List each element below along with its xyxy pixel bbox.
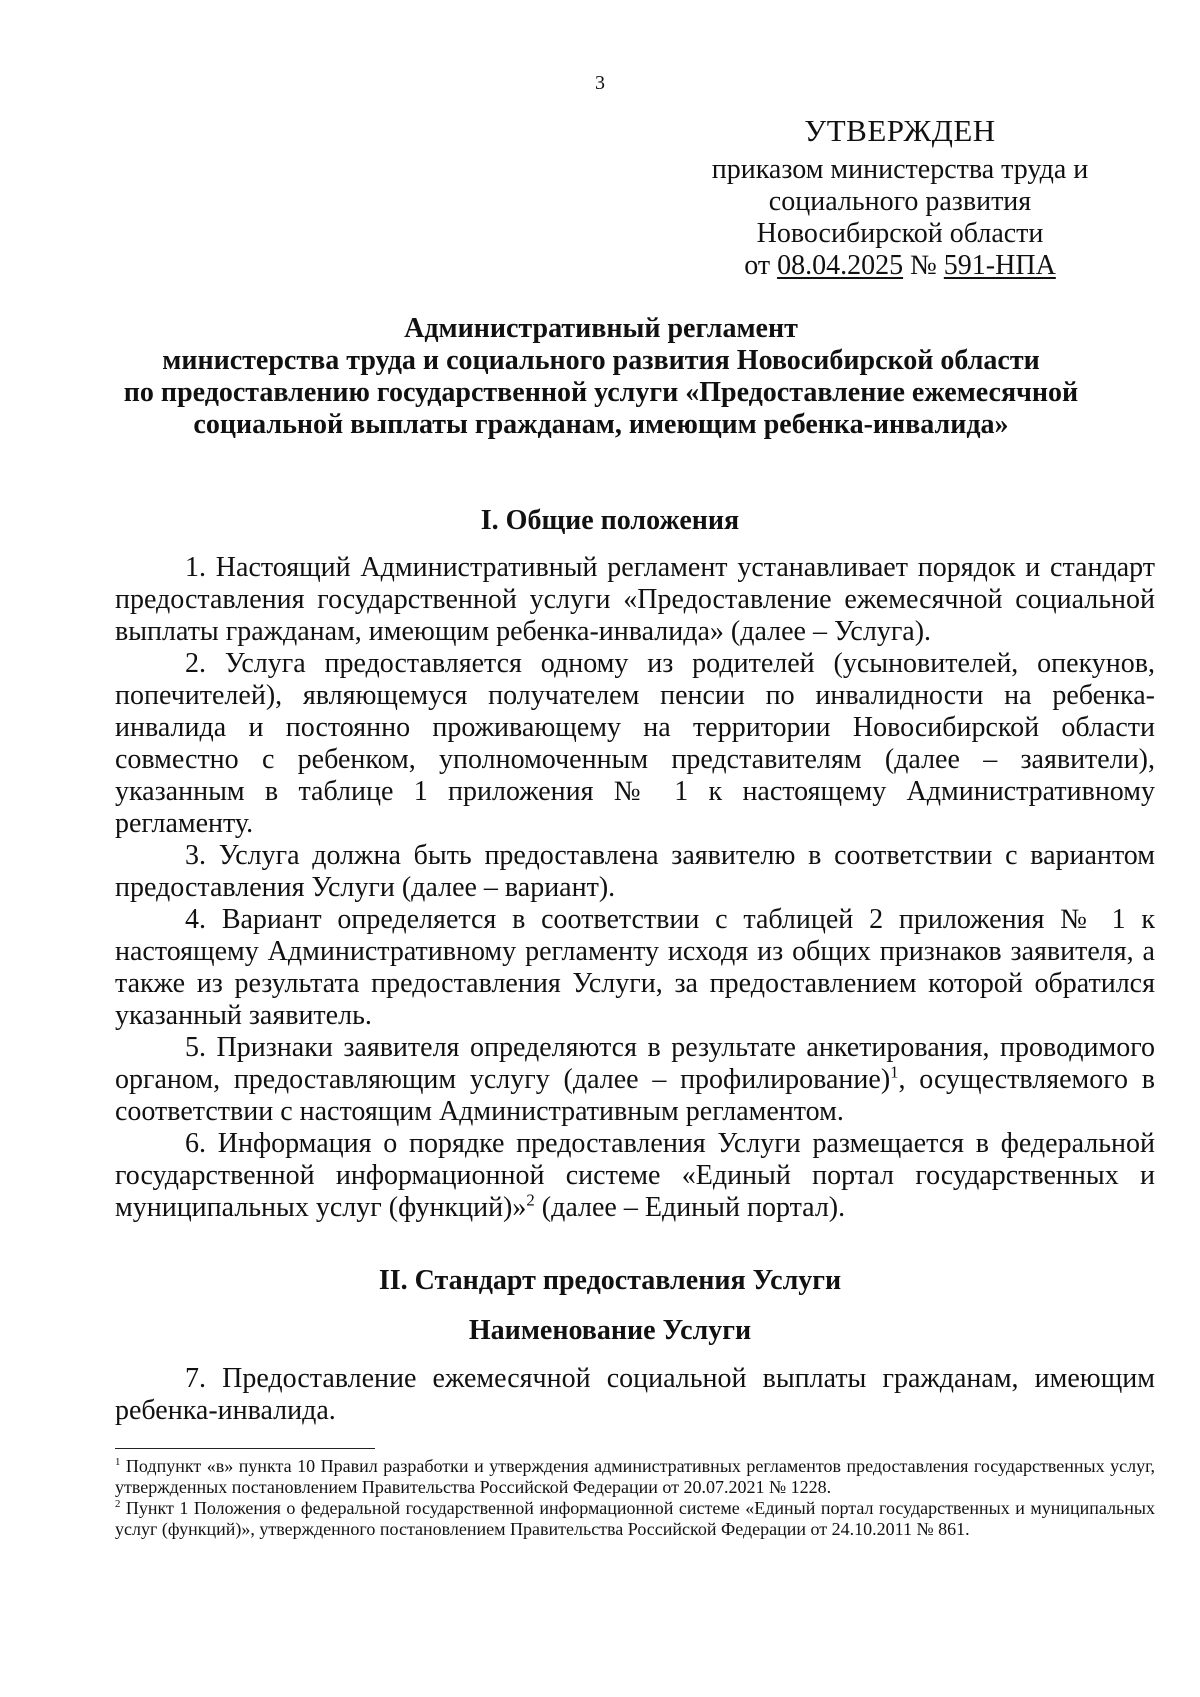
- approval-block: [690, 112, 1110, 282]
- footnote-divider: [115, 1448, 375, 1449]
- title-line-3: по предоставлению государственной услуги «Предоставление ежемесячной: [123, 377, 1079, 408]
- footnote-2: [115, 1498, 1155, 1540]
- paragraph-6: [115, 1128, 1155, 1224]
- footnote-ref-2: 2: [526, 1190, 535, 1210]
- paragraph-5-text: 5. Признаки заявителя определяются в результате анкетирования, проводимого органом, предоставляющим услугу (далее – профилирование): [115, 1032, 1155, 1095]
- title-line-1: Административный регламент: [404, 313, 798, 344]
- order-number: 591-НПА: [943, 250, 1056, 281]
- approval-line-3: Новосибирской области: [756, 218, 1044, 249]
- footnote-mark-2: 2: [115, 1498, 121, 1510]
- footnote-2-text: Пункт 1 Положения о федеральной государственной информационной системе «Единый портал государственных и муниципальных услуг (функций)», утвержденного постановлением Правительства Российской Федерации от 24.10.2011 № 861.: [115, 1498, 1155, 1539]
- paragraph-6-text: 6. Информация о порядке предоставления Услуги размещается в федеральной государственной информационной системе «Единый портал государственных и муниципальных услуг (функций)»: [115, 1128, 1155, 1223]
- section-2-heading: II. Стандарт предоставления Услуги: [378, 1265, 842, 1296]
- paragraph-5-tail: , осуществляемого в соответствии с настоящим Административным регламентом.: [115, 1064, 1155, 1127]
- footnote-1-text: Подпункт «в» пункта 10 Правил разработки и утверждения административных регламентов предоставления государственных услуг, утвержденных постановлением Правительства Российской Федерации от 20.07.2021 № 1228.: [115, 1456, 1155, 1497]
- paragraph-5: [115, 1032, 1155, 1128]
- paragraph-2: 2. Услуга предоставляется одному из родителей (усыновителей, опекунов, попечителей), являющемуся получателем пенсии по инвалидности на ребенка-инвалида и постоянно проживающему на территории Новосибирской области совместно с ребенком, уполномоченным представителям (далее – заявители), указанным в таблице 1 приложения № 1 к настоящему Административному регламенту.: [115, 648, 1155, 839]
- footnote-mark-1: 1: [115, 1456, 121, 1468]
- service-name-heading: Наименование Услуги: [468, 1315, 752, 1346]
- date-prefix: от: [744, 250, 778, 281]
- footnote-ref-1: 1: [890, 1062, 899, 1082]
- approval-line-2: социального развития: [768, 186, 1032, 217]
- section-1-body: [115, 552, 1155, 1224]
- number-sign: №: [903, 250, 944, 281]
- paragraph-4: 4. Вариант определяется в соответствии с таблицей 2 приложения № 1 к настоящему Административному регламенту исходя из общих признаков заявителя, а также из результата предоставления Услуги, за предоставлением которой обратился указанный заявитель.: [115, 904, 1155, 1031]
- footnote-1: [115, 1456, 1155, 1498]
- paragraph-3: 3. Услуга должна быть предоставлена заявителю в соответствии с вариантом предоставления Услуги (далее – вариант).: [115, 840, 1155, 903]
- paragraph-1: 1. Настоящий Административный регламент устанавливает порядок и стандарт предоставления государственной услуги «Предоставление ежемесячной социальной выплаты гражданам, имеющим ребенка-инвалида» (далее – Услуга).: [115, 552, 1155, 647]
- page-number: 3: [595, 72, 605, 94]
- section-1-heading: I. Общие положения: [480, 505, 740, 536]
- title-line-4: социальной выплаты гражданам, имеющим ребенка-инвалида»: [193, 409, 1009, 440]
- title-line-2: министерства труда и социального развития Новосибирской области: [162, 345, 1040, 376]
- approval-stamp: УТВЕРЖДЕН: [804, 113, 996, 148]
- order-date: 08.04.2025: [777, 250, 904, 281]
- document-title: [90, 313, 1112, 441]
- section-2-body: [115, 1363, 1155, 1427]
- paragraph-6-tail: (далее – Единый портал).: [534, 1192, 846, 1223]
- footnotes: [115, 1456, 1155, 1540]
- approval-date-line: [690, 250, 1110, 282]
- approval-line-1: приказом министерства труда и: [711, 154, 1089, 185]
- paragraph-7: 7. Предоставление ежемесячной социальной выплаты гражданам, имеющим ребенка-инвалида.: [115, 1363, 1155, 1426]
